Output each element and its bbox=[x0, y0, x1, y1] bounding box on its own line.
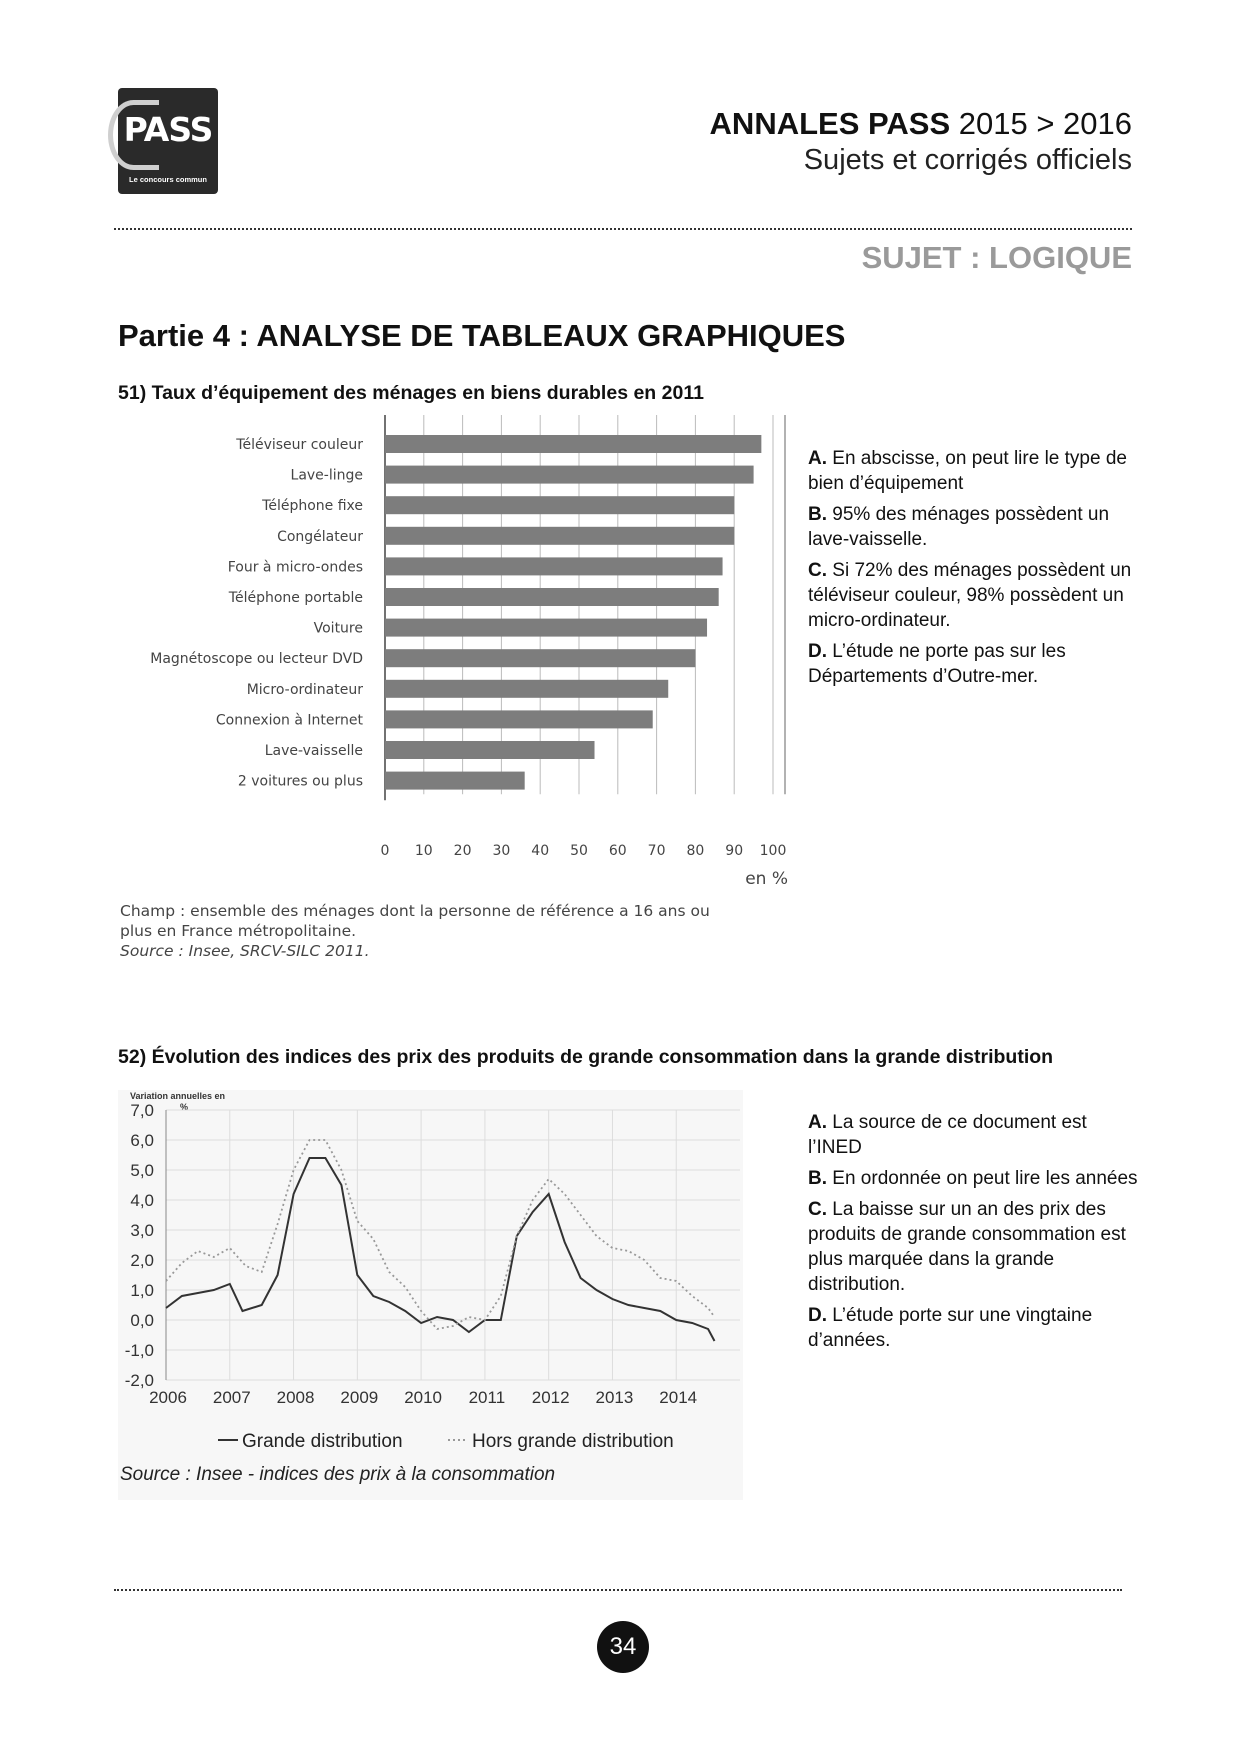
answer-51-a bbox=[808, 446, 1138, 496]
header-title-bold: ANNALES PASS bbox=[709, 106, 951, 141]
answer-letter: D. bbox=[808, 641, 827, 662]
category-label: Connexion à Internet bbox=[215, 712, 363, 729]
y-axis-label-unit: % bbox=[180, 1102, 189, 1112]
chart-51-field-note: Champ : ensemble des ménages dont la personne de référence a 16 ans ou bbox=[120, 902, 710, 920]
x-tick-label: 40 bbox=[531, 843, 550, 859]
x-tick-label: 2011 bbox=[468, 1388, 506, 1407]
y-tick-label: -2,0 bbox=[124, 1371, 154, 1390]
x-tick-label: 60 bbox=[608, 843, 627, 859]
y-tick-label: 7,0 bbox=[130, 1101, 154, 1120]
y-tick-label: -1,0 bbox=[124, 1341, 154, 1360]
bar bbox=[385, 527, 734, 545]
bar bbox=[385, 466, 754, 484]
bar bbox=[385, 680, 668, 698]
answer-51-b bbox=[808, 502, 1138, 552]
bar bbox=[385, 649, 695, 667]
legend-label: Grande distribution bbox=[242, 1431, 403, 1452]
page-number-text: 34 bbox=[609, 1633, 637, 1660]
y-tick-label: 6,0 bbox=[130, 1131, 154, 1150]
category-label: Lave-vaisselle bbox=[264, 743, 363, 759]
category-label: 2 voitures ou plus bbox=[237, 773, 363, 790]
answer-letter: A. bbox=[808, 1112, 827, 1133]
top-divider bbox=[114, 228, 1132, 230]
answer-52-c bbox=[808, 1197, 1138, 1297]
part-title: Partie 4 : ANALYSE DE TABLEAUX GRAPHIQUES bbox=[118, 318, 846, 353]
category-label: Voiture bbox=[313, 620, 363, 637]
chart-51-field-note-2: plus en France métropolitaine. bbox=[120, 922, 357, 940]
answer-letter: D. bbox=[808, 1305, 827, 1326]
answer-text: L’étude ne porte pas sur les Départements d’Outre-mer. bbox=[808, 641, 1066, 687]
category-label: Congélateur bbox=[277, 528, 363, 545]
header-subtitle: Sujets et corrigés officiels bbox=[803, 144, 1132, 176]
bar bbox=[385, 619, 707, 637]
x-tick-label: 100 bbox=[759, 843, 787, 859]
answer-52-d bbox=[808, 1303, 1138, 1353]
answer-text: En ordonnée on peut lire les années bbox=[827, 1168, 1138, 1189]
answer-text: La source de ce document est l’INED bbox=[808, 1112, 1087, 1158]
category-label: Magnétoscope ou lecteur DVD bbox=[150, 651, 363, 668]
answer-text: L’étude porte sur une vingtaine d’années. bbox=[808, 1305, 1093, 1351]
x-tick-label: 2008 bbox=[276, 1388, 315, 1407]
y-axis-label: Variation annuelles en bbox=[130, 1091, 226, 1101]
x-axis-label: en % bbox=[745, 869, 788, 889]
chart-51-source: Source : Insee, SRCV-SILC 2011. bbox=[120, 942, 370, 960]
x-tick-label: 2006 bbox=[149, 1388, 187, 1407]
bar-chart bbox=[110, 415, 800, 905]
answer-letter: A. bbox=[808, 448, 827, 469]
answer-text: La baisse sur un an des prix des produits de grande consommation est plus marquée dans la grande distribution. bbox=[808, 1199, 1126, 1295]
question-52-title: 52) Évolution des indices des prix des produits de grande consommation dans la grande distribution bbox=[118, 1046, 1054, 1068]
answer-51-d bbox=[808, 639, 1138, 689]
answer-52-b bbox=[808, 1166, 1138, 1191]
page-number bbox=[597, 1621, 649, 1673]
x-tick-label: 90 bbox=[725, 843, 744, 859]
answer-text: Si 72% des ménages possèdent un téléviseur couleur, 98% possèdent un micro-ordinateur. bbox=[808, 560, 1132, 631]
bar bbox=[385, 741, 595, 759]
pass-logo bbox=[118, 88, 218, 194]
header-title bbox=[710, 106, 1132, 142]
question-51-title: 51) Taux d’équipement des ménages en biens durables en 2011 bbox=[118, 382, 704, 404]
header-title-years: 2015 > 2016 bbox=[950, 106, 1132, 141]
answers-51 bbox=[808, 446, 1138, 695]
bottom-divider bbox=[114, 1589, 1122, 1591]
chart-52-source: Source : Insee - indices des prix à la consommation bbox=[120, 1464, 556, 1485]
bar bbox=[385, 772, 525, 790]
answer-text: En abscisse, on peut lire le type de bien d’équipement bbox=[808, 448, 1127, 494]
x-tick-label: 2012 bbox=[531, 1388, 570, 1407]
x-tick-label: 2007 bbox=[212, 1388, 251, 1407]
x-tick-label: 2009 bbox=[340, 1388, 379, 1407]
x-tick-label: 50 bbox=[570, 843, 588, 859]
y-tick-label: 2,0 bbox=[130, 1251, 154, 1270]
logo-subtitle: Le concours commun bbox=[129, 175, 207, 184]
x-tick-label: 30 bbox=[492, 843, 511, 859]
y-tick-label: 5,0 bbox=[130, 1161, 154, 1180]
answer-52-a bbox=[808, 1110, 1138, 1160]
bar bbox=[385, 557, 723, 575]
y-tick-label: 0,0 bbox=[130, 1311, 154, 1330]
category-label: Micro-ordinateur bbox=[246, 681, 363, 698]
answer-letter: B. bbox=[808, 504, 827, 525]
x-tick-label: 2013 bbox=[595, 1388, 634, 1407]
category-label: Téléphone fixe bbox=[262, 498, 363, 515]
x-tick-label: 2010 bbox=[404, 1388, 443, 1407]
answer-letter: C. bbox=[808, 560, 827, 581]
subject-label: SUJET : LOGIQUE bbox=[861, 240, 1132, 275]
answers-52 bbox=[808, 1110, 1138, 1359]
bar bbox=[385, 588, 719, 606]
answer-51-c bbox=[808, 558, 1138, 633]
y-tick-label: 4,0 bbox=[130, 1191, 154, 1210]
line-chart bbox=[118, 1090, 743, 1500]
series-line-grande-distribution bbox=[166, 1158, 715, 1341]
category-label: Téléphone portable bbox=[228, 590, 363, 606]
x-tick-label: 20 bbox=[453, 843, 472, 859]
x-tick-label: 80 bbox=[686, 843, 705, 859]
x-tick-label: 70 bbox=[647, 843, 666, 859]
bar bbox=[385, 435, 761, 453]
logo-text: PASS bbox=[123, 110, 213, 149]
bar bbox=[385, 710, 653, 728]
bar bbox=[385, 496, 734, 514]
y-tick-label: 3,0 bbox=[130, 1221, 154, 1240]
category-label: Téléviseur couleur bbox=[236, 437, 363, 453]
answer-text: 95% des ménages possèdent un lave-vaisselle. bbox=[808, 504, 1110, 550]
answer-letter: B. bbox=[808, 1168, 827, 1189]
legend-label: Hors grande distribution bbox=[472, 1431, 674, 1452]
y-tick-label: 1,0 bbox=[130, 1281, 154, 1300]
series-line-hors-grande-distribution bbox=[166, 1140, 715, 1329]
x-tick-label: 2014 bbox=[659, 1388, 698, 1407]
category-label: Four à micro-ondes bbox=[227, 559, 363, 576]
answer-letter: C. bbox=[808, 1199, 827, 1220]
category-label: Lave-linge bbox=[290, 467, 363, 484]
x-tick-label: 10 bbox=[414, 843, 433, 859]
x-tick-label: 0 bbox=[380, 843, 390, 859]
